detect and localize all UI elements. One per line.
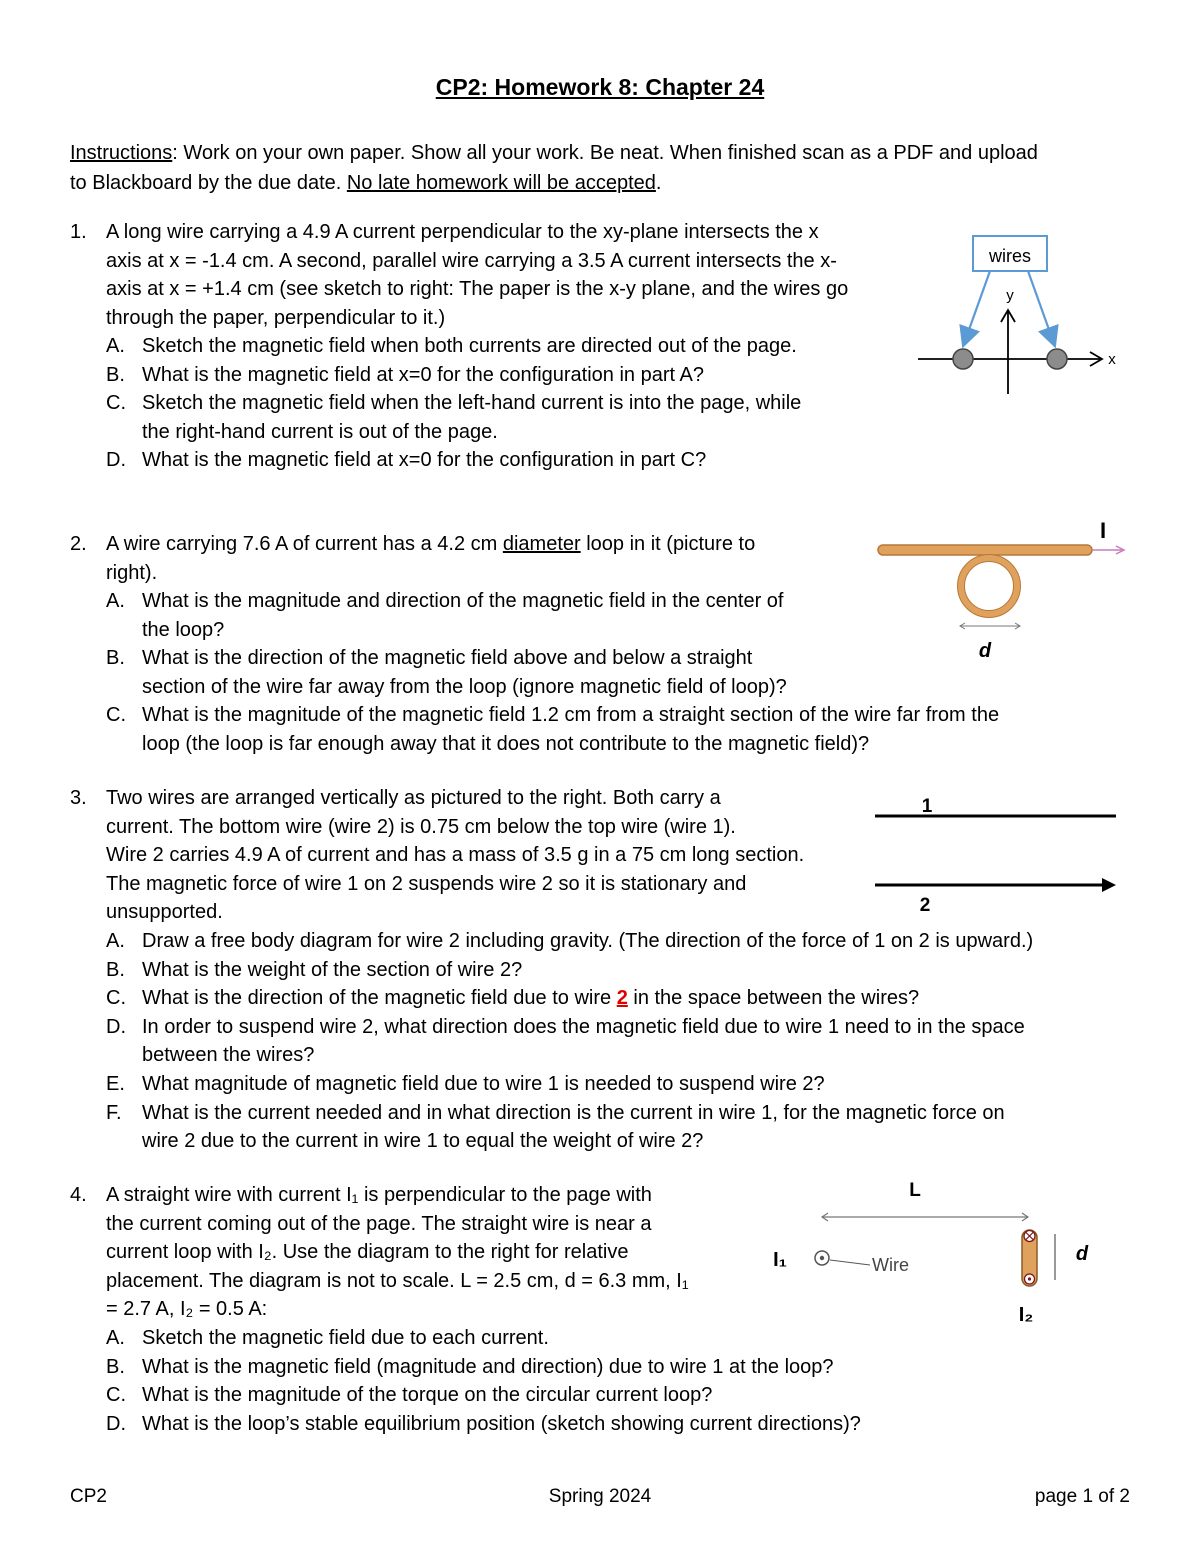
figure-3-parallel-wires	[870, 790, 1125, 920]
figure-2-wire-loop	[870, 512, 1135, 672]
figure-4-wire-and-loop	[760, 1176, 1100, 1326]
instructions-text-2: to Blackboard by the due date.	[70, 172, 347, 194]
problem-stem-line: axis at x = -1.4 cm. A second, parallel wire carrying a 3.5 A current intersects the x-	[106, 249, 837, 272]
straight-wire	[878, 545, 1092, 555]
problem-stem-line: placement. The diagram is not to scale. L = 2.5 cm, d = 6.3 mm, I₁	[106, 1269, 689, 1292]
question-part: D. What is the magnetic field at x=0 for the configuration in part C?	[106, 449, 707, 472]
problem-stem-line: the current coming out of the page. The straight wire is near a	[106, 1212, 652, 1235]
I2-label: I₂	[1018, 1304, 1034, 1326]
question-part: B. What is the magnetic field at x=0 for the configuration in part A?	[106, 363, 704, 386]
no-late-notice: No late homework will be accepted	[346, 172, 656, 194]
question-part: A. Sketch the magnetic field when both currents are directed out of the page.	[106, 335, 797, 357]
L-label: L	[909, 1180, 921, 1201]
footer-right: page 1 of 2	[1034, 1486, 1130, 1507]
problem-stem-line: current. The bottom wire (wire 2) is 0.75 cm below the top wire (wire 1).	[106, 815, 736, 838]
wire-label: Wire	[872, 1255, 909, 1275]
problem-stem-line: axis at x = +1.4 cm (see sketch to right: The paper is the x-y plane, and the wires go	[106, 278, 849, 301]
problem-number: 1.	[70, 221, 87, 243]
question-part: F. What is the current needed and in what direction is the current in wire 1, for the magnetic force on wire 2 due to the current in wire 1 to equal the weight of wire 2?	[106, 1101, 1005, 1153]
instructions: Instructions: Work on your own paper. Show all your work. Be neat. When finished scan as a PDF and upload to Blackboard by the due date. No late homework will be accepted.	[70, 142, 1038, 194]
y-axis-label: y	[1006, 287, 1014, 304]
figure-1-two-wires	[910, 228, 1130, 398]
problem-stem-line: right).	[106, 561, 158, 584]
wires-label: wires	[988, 246, 1032, 266]
problem-stem-line: A wire carrying 7.6 A of current has a 4.2 cm diameter loop in it (picture to	[106, 533, 756, 555]
diameter-label: d	[978, 640, 992, 662]
wire-loop	[961, 558, 1017, 614]
question-part: C. What is the magnitude of the magnetic field 1.2 cm from a straight section of the wire far from the loop (the loop is far enough away that it does not contribute to the magnetic field)?	[106, 704, 1000, 755]
x-axis-label: x	[1108, 351, 1116, 368]
question-part: C. Sketch the magnetic field when the left-hand current is into the page, while the right-hand current is out of the page.	[106, 392, 802, 443]
problem-stem-line: through the paper, perpendicular to it.)	[106, 306, 446, 329]
wire-2-label: 2	[919, 895, 931, 916]
footer-center: Spring 2024	[548, 1486, 652, 1507]
problem-stem-line: current loop with I₂. Use the diagram to the right for relative	[106, 1241, 629, 1264]
problem-stem-line: The magnetic force of wire 1 on 2 suspends wire 2 so it is stationary and	[106, 872, 747, 895]
wire-1-label: 1	[921, 796, 933, 817]
instructions-label: Instructions	[70, 142, 173, 164]
d-label: d	[1075, 1243, 1089, 1265]
footer-left: CP2	[70, 1486, 107, 1507]
problem-stem-line: = 2.7 A, I₂ = 0.5 A:	[106, 1298, 268, 1321]
problem-stem-line: Two wires are arranged vertically as pictured to the right. Both carry a	[106, 787, 721, 809]
current-label: I	[1099, 518, 1107, 543]
page-title: CP2: Homework 8: Chapter 24	[435, 74, 765, 100]
question-part: D. What is the loop’s stable equilibrium position (sketch showing current directions)?	[106, 1412, 861, 1435]
problem-stem-line: A long wire carrying a 4.9 A current perpendicular to the xy-plane intersects the x	[106, 221, 819, 243]
question-part: A. What is the magnitude and direction of the magnetic field in the center of the loop?	[106, 590, 784, 641]
question-part: E. What magnitude of magnetic field due to wire 1 is needed to suspend wire 2?	[106, 1072, 825, 1095]
I1-label: I₁	[773, 1249, 787, 1271]
problem-stem-line: unsupported.	[106, 901, 223, 924]
question-part: A. Sketch the magnetic field due to each current.	[106, 1327, 549, 1349]
problem-number: 3.	[70, 787, 87, 809]
wire-right	[1047, 349, 1067, 369]
question-part: C. What is the magnitude of the torque on the circular current loop?	[106, 1384, 713, 1407]
highlighted-wire-number: 2	[616, 987, 628, 1010]
problem-number: 4.	[70, 1184, 87, 1206]
problem-stem-line: A straight wire with current I₁ is perpendicular to the page with	[106, 1184, 652, 1206]
question-part: B. What is the magnetic field (magnitude and direction) due to wire 1 at the loop?	[106, 1355, 834, 1378]
question-part: D. In order to suspend wire 2, what direction does the magnetic field due to wire 1 need to in the space between the wires?	[106, 1015, 1025, 1067]
problem-stem-line: Wire 2 carries 4.9 A of current and has a mass of 3.5 g in a 75 cm long section.	[106, 844, 805, 867]
wire-left	[953, 349, 973, 369]
instructions-text-1: : Work on your own paper. Show all your work. Be neat. When finished scan as a PDF and upload	[172, 142, 1038, 164]
question-part: C. What is the direction of the magnetic field due to wire 2 in the space between the wires?	[106, 987, 920, 1010]
question-part: A. Draw a free body diagram for wire 2 including gravity. (The direction of the force of 1 on 2 is upward.)	[106, 930, 1034, 952]
problem-number: 2.	[70, 533, 87, 555]
question-part: B. What is the weight of the section of wire 2?	[106, 958, 523, 981]
question-part: B. What is the direction of the magnetic field above and below a straight section of the wire far away from the loop (ignore magnetic field of loop)?	[106, 647, 787, 698]
